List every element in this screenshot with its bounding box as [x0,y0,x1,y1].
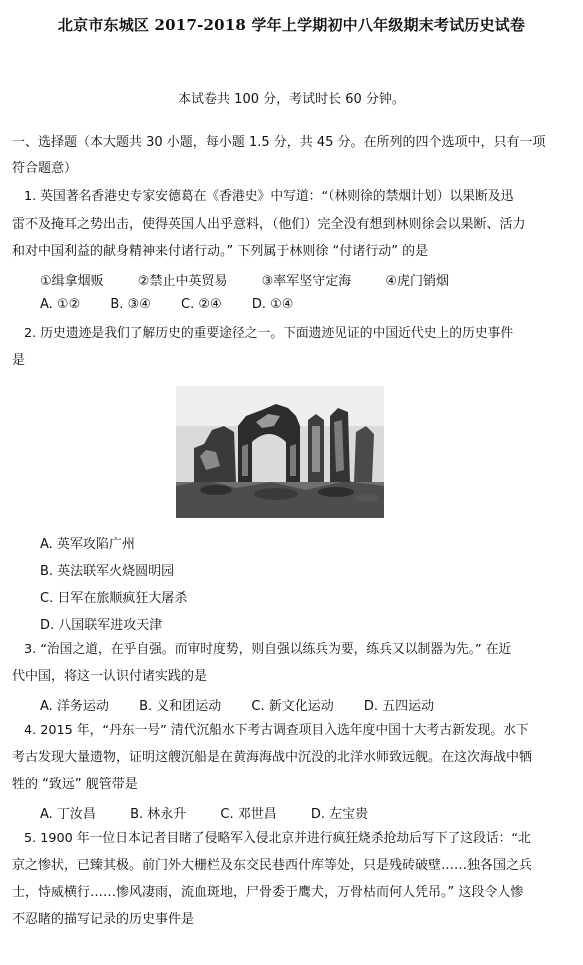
q2-option-a: A. 英军攻陷广州 [40,537,135,552]
q4-text-line-2: 考古发现大量遗物，证明这艘沉船是在黄海海战中沉没的北洋水师致远舰。在这次海战中牺 [12,750,533,765]
exam-info: 本试卷共 100 分，考试时长 60 分钟。 [178,92,405,107]
q1-option-c: C. ②④ [181,297,222,312]
q1-option-b: B. ③④ [110,297,151,312]
q1-text-line-2: 雷不及掩耳之势出击，使得英国人出乎意料，（他们）完全没有想到林则徐会以果断、活力 [12,217,526,232]
q2-option-c: C. 日军在旅顺疯狂大屠杀 [40,591,188,606]
q1-text-line-1: 1. 英国著名香港史专家安德葛在《香港史》中写道：“（林则徐的禁烟计划）以果断及迅 [24,189,514,204]
q2-text-line-2: 是 [12,353,26,368]
q5-text-line-1: 5. 1900 年一位日本记者目睹了侵略军入侵北京并进行疯狂烧杀抢劫后写下了这段话：“北 [24,831,531,846]
q3-option-a: A. 洋务运动 [40,699,109,714]
ruins-photo [176,386,384,518]
section-heading-line-2: 符合题意） [12,161,78,176]
q1-item-4: ④虎门销烟 [385,274,450,289]
q4-text-line-3: 牲的 “致远” 舰管带是 [12,777,138,792]
q1-item-3: ③率军坚守定海 [261,274,352,289]
q4-text-line-1: 4. 2015 年，“丹东一号” 清代沉船水下考古调查项目入选年度中国十大考古新发现。水下 [24,723,529,738]
q4-option-c: C. 邓世昌 [220,807,277,822]
q3-options [40,695,460,714]
q5-text-line-2: 京之惨状，已臻其极。前门外大栅栏及东交民巷西什库等处，只是残砖破壁……独各国之兵 [12,858,533,873]
q3-option-d: D. 五四运动 [363,699,435,714]
q5-text-line-3: 士，恃威横行……惨风凄雨，流血斑地，尸骨委于鹰犬，万骨枯而何人凭吊。” 这段令人惨 [12,885,524,900]
page-title: 北京市东城区 2017-2018 学年上学期初中八年级期末考试历史试卷 [57,16,526,34]
q4-options [40,803,398,822]
q1-items [40,270,479,289]
q4-option-a: A. 丁汝昌 [40,807,96,822]
q3-option-c: C. 新文化运动 [251,699,334,714]
q3-option-b: B. 义和团运动 [139,699,222,714]
q1-option-a: A. ①② [40,297,81,312]
q1-option-d: D. ①④ [251,297,294,312]
q2-option-d: D. 八国联军进攻天津 [40,618,163,633]
section-heading-line-1: 一、选择题（本大题共 30 小题，每小题 1.5 分，共 45 分。在所列的四个选项中，只有一项 [12,135,546,150]
q4-option-b: B. 林永升 [130,807,187,822]
q3-text-line-2: 代中国，将这一认识付诸实践的是 [12,669,208,684]
q1-options [40,297,319,312]
q1-text-line-3: 和对中国利益的献身精神来付诸行动。” 下列属于林则徐 “付诸行动” 的是 [12,244,429,259]
q2-text-line-1: 2. 历史遗迹是我们了解历史的重要途径之一。下面遗迹见证的中国近代史上的历史事件 [24,326,514,341]
q1-item-1: ①缉拿烟贩 [40,274,104,289]
q1-item-2: ②禁止中英贸易 [137,274,228,289]
q4-option-d: D. 左宝贵 [310,807,369,822]
q3-text-line-1: 3. “治国之道，在乎自强。而审时度势，则自强以练兵为要，练兵又以制器为先。” 在近 [24,642,512,657]
q2-option-b: B. 英法联军火烧圆明园 [40,564,175,579]
q5-text-line-4: 不忍睹的描写记录的历史事件是 [12,912,195,927]
